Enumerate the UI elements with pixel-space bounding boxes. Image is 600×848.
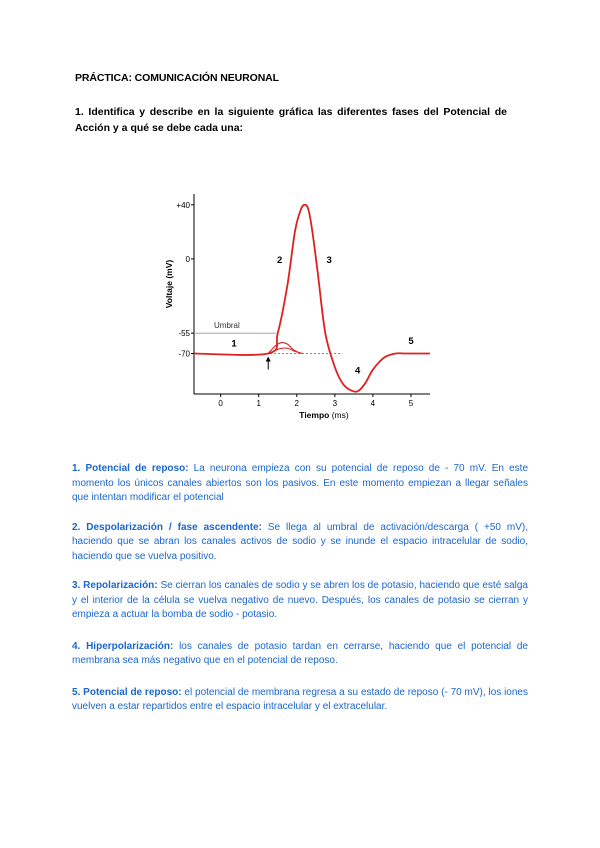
answers-list: [72, 462, 528, 729]
chart-svg: [158, 188, 440, 428]
action-potential-chart: [158, 188, 440, 428]
answer-4: [72, 640, 528, 669]
y-tick-label: -55: [178, 329, 190, 339]
phase-label-2: 2: [276, 254, 283, 266]
document-title: PRÁCTICA: COMUNICACIÓN NEURONAL: [75, 72, 279, 84]
x-tick-label: 2: [294, 399, 300, 408]
answer-2-label: 2. Despolarización / fase ascendente:: [72, 521, 262, 533]
answer-3-label: 3. Repolarización:: [72, 580, 158, 591]
action-potential-line: [194, 205, 430, 392]
x-axis-label-bold: Tiempo: [299, 410, 332, 420]
y-tick-label: -70: [178, 349, 190, 359]
x-tick-label: 3: [332, 399, 338, 408]
x-tick-label: 5: [408, 399, 414, 408]
x-tick-label: 4: [370, 399, 376, 408]
phase-label-3: 3: [326, 254, 332, 266]
phase-label-5: 5: [408, 336, 414, 347]
threshold-label: Umbral: [214, 321, 240, 331]
answer-3: [72, 579, 528, 623]
answer-1-label: 1. Potencial de reposo:: [72, 463, 189, 474]
question-text: 1. Identifica y describe en la siguiente gráfica las diferentes fases del Potencial de Acción y a qué se debe cada una:: [75, 106, 507, 134]
answer-4-text: los canales de potasio tardan en cerrarse, haciendo que el potencial de membrana sea más negativo que en el potencial de reposo.: [72, 640, 528, 666]
answer-5: [72, 686, 528, 715]
x-tick-label: 1: [256, 399, 261, 408]
answer-2-text: Se llega al umbral de activación/descarga ( +50 mV), haciendo que se abran los canales activos de sodio y se inunde el espacio intracelular de sodio, haciendo que se vuelva positivo.: [72, 521, 528, 562]
answer-3-text: Se cierran los canales de sodio y se abren los de potasio, haciendo que esté salga y el interior de la célula se vuelva negativo de nuevo. Después, los canales de potasio se cierran y empieza a actuar la bomba de sodio - potasio.: [72, 580, 528, 620]
answer-4-label: 4. Hiperpolarización:: [72, 640, 174, 652]
x-axis-label: [299, 410, 349, 420]
x-axis-label-unit: (ms): [331, 410, 349, 420]
y-tick-label: +40: [176, 200, 190, 210]
y-tick-label: 0: [185, 254, 190, 264]
x-tick-label: 0: [218, 399, 223, 408]
answer-2: [72, 521, 528, 565]
subthreshold-line-small: [270, 348, 302, 353]
answer-1-text: La neurona empieza con su potencial de reposo de - 70 mV. En este momento los únicos canales abiertos son los pasivos. En este momento empiezan a llegar señales que intentan modificar el potencial: [72, 463, 528, 503]
stimulus-arrow-head: [266, 356, 271, 361]
y-axis-label: Voltaje (mV): [164, 259, 174, 309]
phase-label-4: 4: [355, 365, 361, 377]
answer-5-text: el potencial de membrana regresa a su estado de reposo (- 70 mV), los iones vuelven a estar repartidos entre el espacio intracelular y el extracelular.: [72, 686, 528, 712]
answer-5-label: 5. Potencial de reposo:: [72, 686, 182, 698]
answer-1: [72, 462, 528, 506]
phase-label-1: 1: [231, 338, 237, 350]
